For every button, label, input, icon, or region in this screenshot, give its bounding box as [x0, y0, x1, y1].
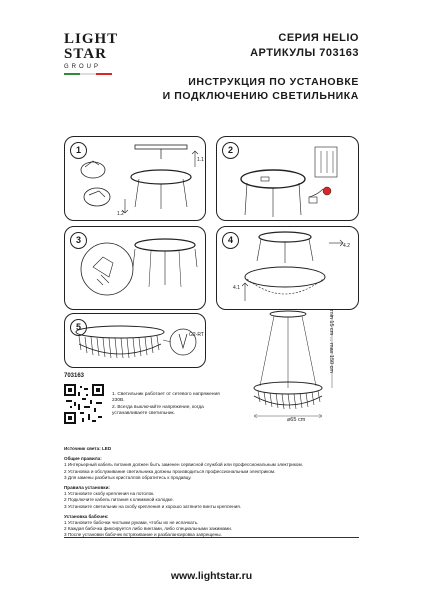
step-1-number: 1 [70, 142, 87, 159]
step-2-illustration [217, 137, 360, 222]
article-numbers: АРТИКУЛЫ 703163 [250, 47, 359, 59]
install-rules-title: Правила установки: [64, 485, 110, 491]
general-rules-title: Общие правила: [64, 456, 102, 462]
step-4-illustration [217, 227, 360, 311]
general-rule-2: 2 Установка и обслуживание светильника должны производиться профессиональным электриком. [64, 468, 276, 474]
light-source: Источник света: LED [64, 446, 112, 451]
step-5-number: 5 [70, 319, 87, 336]
qr-code [64, 384, 104, 424]
safety-notes [112, 392, 222, 418]
height-dimension-label: min 15 cm ... max 150 cm [328, 310, 334, 373]
step-4-number: 4 [222, 232, 239, 249]
step-2-panel [216, 136, 359, 221]
step-5-illustration [65, 314, 207, 369]
step-1-label-1-2: 1.2 [117, 211, 124, 217]
step-4-label-4-2: 4.2 [343, 243, 350, 249]
step-4-label-4-1: 4.1 [233, 285, 240, 291]
italian-flag-stripe [64, 73, 112, 75]
install-rule-3: 3 Установите светильник на скобу крепления и хорошо затяните винты крепления. [64, 503, 241, 509]
logo-line1: LIGHT [64, 31, 119, 47]
step-3-number: 3 [70, 232, 87, 249]
lightstar-logo [64, 32, 124, 94]
title-line1: ИНСТРУКЦИЯ ПО УСТАНОВКЕ [188, 76, 359, 88]
step-4-panel [216, 226, 359, 310]
bulb-rule-3: 3 После установки бабочек встряхивание и разбалансировка запрещены. [64, 532, 222, 538]
safety-note-2: 2. Всегда выключайте напряжение, когда устанавливаете светильник. [112, 405, 204, 416]
article-number: 703163 [64, 373, 85, 379]
diameter-dimension-label: ⌀65 cm [287, 417, 306, 423]
step-3-illustration [65, 227, 207, 311]
step-5-panel [64, 313, 206, 368]
step-1-illustration [65, 137, 207, 222]
step-2-number: 2 [222, 142, 239, 159]
bulb-rule-1: 1 Установите бабочки чистыми руками, чтобы их не испачкать. [64, 520, 199, 526]
series-name: СЕРИЯ HELIO [278, 32, 359, 44]
logo-line3: GROUP [64, 64, 102, 70]
step-5-label: G2-RT [189, 332, 204, 338]
product-dimension-drawing [240, 306, 360, 426]
general-rule-3: 3 Для замены разбитых кристаллов обратитесь к продавцу. [64, 474, 192, 480]
install-rule-1: 1 Установите скобу крепления на потолок. [64, 491, 155, 497]
title-line2: И ПОДКЛЮЧЕНИЮ СВЕТИЛЬНИКА [162, 90, 359, 102]
footer-divider [64, 537, 359, 538]
step-3-panel [64, 226, 206, 310]
document-title [163, 75, 359, 103]
step-1-label-1-1: 1.1 [197, 157, 204, 163]
install-rule-2: 2 Подключите кабель питания к клеммной колодке. [64, 497, 174, 503]
general-rule-1: 1 Интерьерный кабель питания должен быть заменен сервисной службой или профессиональным электриком. [64, 462, 303, 468]
series-block [250, 31, 359, 61]
bulb-rule-2: 2 Каждая бабочка фиксируется либо винтами, либо специальными зажимами. [64, 526, 233, 532]
safety-note-1: 1. Светильник работает от сетевого напряжения 230В. [112, 392, 220, 403]
step-1-panel [64, 136, 206, 221]
bulb-rules-title: Установка бабочек: [64, 513, 109, 519]
website-url[interactable]: www.lightstar.ru [170, 570, 253, 582]
instructions-text [64, 446, 360, 539]
logo-line2: STAR [64, 46, 107, 62]
